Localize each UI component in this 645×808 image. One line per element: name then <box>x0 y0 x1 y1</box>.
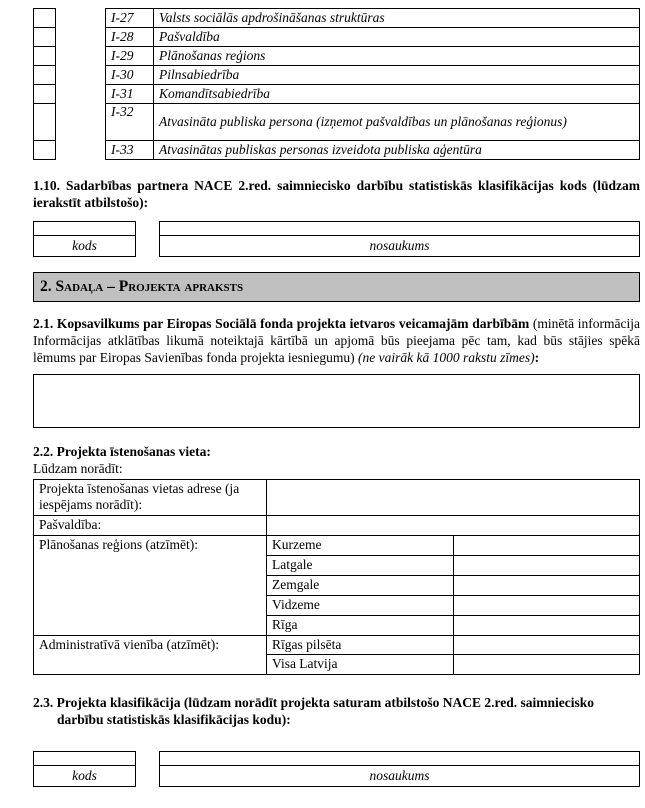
section-2-1-note: (ne vairāk kā 1000 rakstu zīmes) <box>358 349 535 365</box>
nace-code-boxes-1-10 <box>33 221 640 257</box>
kods-box <box>33 221 136 257</box>
section-2-1-colon: : <box>534 349 540 365</box>
admin-option: Visa Latvija <box>267 655 454 675</box>
partner-checkbox-i29[interactable] <box>34 47 56 66</box>
kods-label: kods <box>72 237 97 253</box>
section-2-2-heading: 2.2. Projekta īstenošanas vieta: <box>33 443 211 459</box>
admin-check-cell-visa-latvija[interactable] <box>453 655 640 675</box>
region-check-cell-vidzeme[interactable] <box>453 595 640 615</box>
section-2-1-body: (minētā informācija Informācijas atklātības likumā noteiktajā kārtībā un apjomā būs pieejama pēc tam, kad būs stājies spēkā lēmums par Eiropas Savienības fonda projekta iesniegumu) <box>33 316 641 365</box>
region-option: Zemgale <box>267 575 454 595</box>
kods-label: kods <box>72 768 97 783</box>
nosaukums-box <box>159 751 640 787</box>
table-row <box>106 66 640 85</box>
partner-label: Komandītsabiedrība <box>154 85 640 104</box>
section-2-2-intro: Lūdzam norādīt: <box>33 460 123 476</box>
nosaukums-label: nosaukums <box>369 768 430 783</box>
partner-code: I-31 <box>106 85 154 104</box>
section-2-header: 2. Sadaļa – Projekta apraksts <box>33 272 640 302</box>
table-row <box>34 516 640 536</box>
address-input-cell[interactable] <box>267 479 640 516</box>
table-row <box>106 104 640 141</box>
partner-label: Valsts sociālās apdrošināšanas struktūras <box>154 9 640 28</box>
partner-code: I-32 <box>106 104 154 141</box>
region-option: Rīga <box>267 615 454 635</box>
table-row <box>34 635 640 655</box>
partner-code: I-29 <box>106 47 154 66</box>
nace-code-boxes-2-3 <box>33 751 640 787</box>
partner-label: Atvasinātas publiskas personas izveidota publiska aģentūra <box>154 141 640 160</box>
region-check-cell-riga[interactable] <box>453 615 640 635</box>
partner-checkbox-i30[interactable] <box>34 66 56 85</box>
nosaukums-label: nosaukums <box>369 237 430 253</box>
partner-checkbox-i33[interactable] <box>34 141 56 160</box>
project-nace-nosaukums-input[interactable] <box>160 752 639 766</box>
project-summary-box[interactable] <box>33 374 640 428</box>
nace-nosaukums-input[interactable] <box>160 222 639 236</box>
table-row <box>106 47 640 66</box>
table-row <box>106 28 640 47</box>
partner-type-table <box>33 8 640 160</box>
region-check-cell-kurzeme[interactable] <box>453 536 640 556</box>
region-check-cell-latgale[interactable] <box>453 556 640 576</box>
table-row <box>106 141 640 160</box>
admin-option: Rīgas pilsēta <box>267 635 454 655</box>
project-nace-kods-input[interactable] <box>34 752 135 766</box>
partner-checkbox-i31[interactable] <box>34 85 56 104</box>
table-row <box>106 85 640 104</box>
region-option: Vidzeme <box>267 595 454 615</box>
kods-box <box>33 751 136 787</box>
region-label: Plānošanas reģions (atzīmēt): <box>34 536 267 635</box>
implementation-location-table <box>33 479 640 676</box>
section-2-3-heading: 2.3. Projekta klasifikācija (lūdzam norādīt projekta saturam atbilstošo NACE 2.red. saimniecisko darbību statistiskās klasifikācijas kodu): <box>33 695 595 728</box>
table-row <box>34 479 640 516</box>
admin-check-cell-rigas-pilseta[interactable] <box>453 635 640 655</box>
admin-unit-label: Administratīvā vienība (atzīmēt): <box>34 635 267 675</box>
nace-kods-input[interactable] <box>34 222 135 236</box>
municipality-label: Pašvaldība: <box>34 516 267 536</box>
partner-code: I-33 <box>106 141 154 160</box>
partner-checkbox-i32[interactable] <box>34 104 56 141</box>
partner-checkbox-i27[interactable] <box>34 9 56 28</box>
address-label: Projekta īstenošanas vietas adrese (ja iespējams norādīt): <box>34 479 267 516</box>
region-option: Latgale <box>267 556 454 576</box>
partner-checkbox-column <box>33 8 56 160</box>
municipality-input-cell[interactable] <box>267 516 640 536</box>
partner-label: Pilnsabiedrība <box>154 66 640 85</box>
nosaukums-box <box>159 221 640 257</box>
table-row <box>34 536 640 556</box>
partner-label: Plānošanas reģions <box>154 47 640 66</box>
partner-label: Pašvaldība <box>154 28 640 47</box>
section-2-1-heading <box>33 316 640 367</box>
region-check-cell-zemgale[interactable] <box>453 575 640 595</box>
partner-checkbox-i28[interactable] <box>34 28 56 47</box>
partner-code: I-27 <box>106 9 154 28</box>
section-2-1-lead: 2.1. Kopsavilkums par Eiropas Sociālā fonda projekta ietvaros veicamajām darbībām <box>33 316 530 332</box>
table-row <box>106 9 640 28</box>
partner-code: I-28 <box>106 28 154 47</box>
section-1-10-heading: 1.10. Sadarbības partnera NACE 2.red. saimniecisko darbību statistiskās klasifikācijas kods (lūdzam ierakstīt atbilstošo): <box>33 178 640 210</box>
partner-code: I-30 <box>106 66 154 85</box>
region-option: Kurzeme <box>267 536 454 556</box>
partner-type-codes <box>105 8 640 160</box>
partner-label: Atvasināta publiska persona (izņemot pašvaldības un plānošanas reģionus) <box>154 104 640 141</box>
